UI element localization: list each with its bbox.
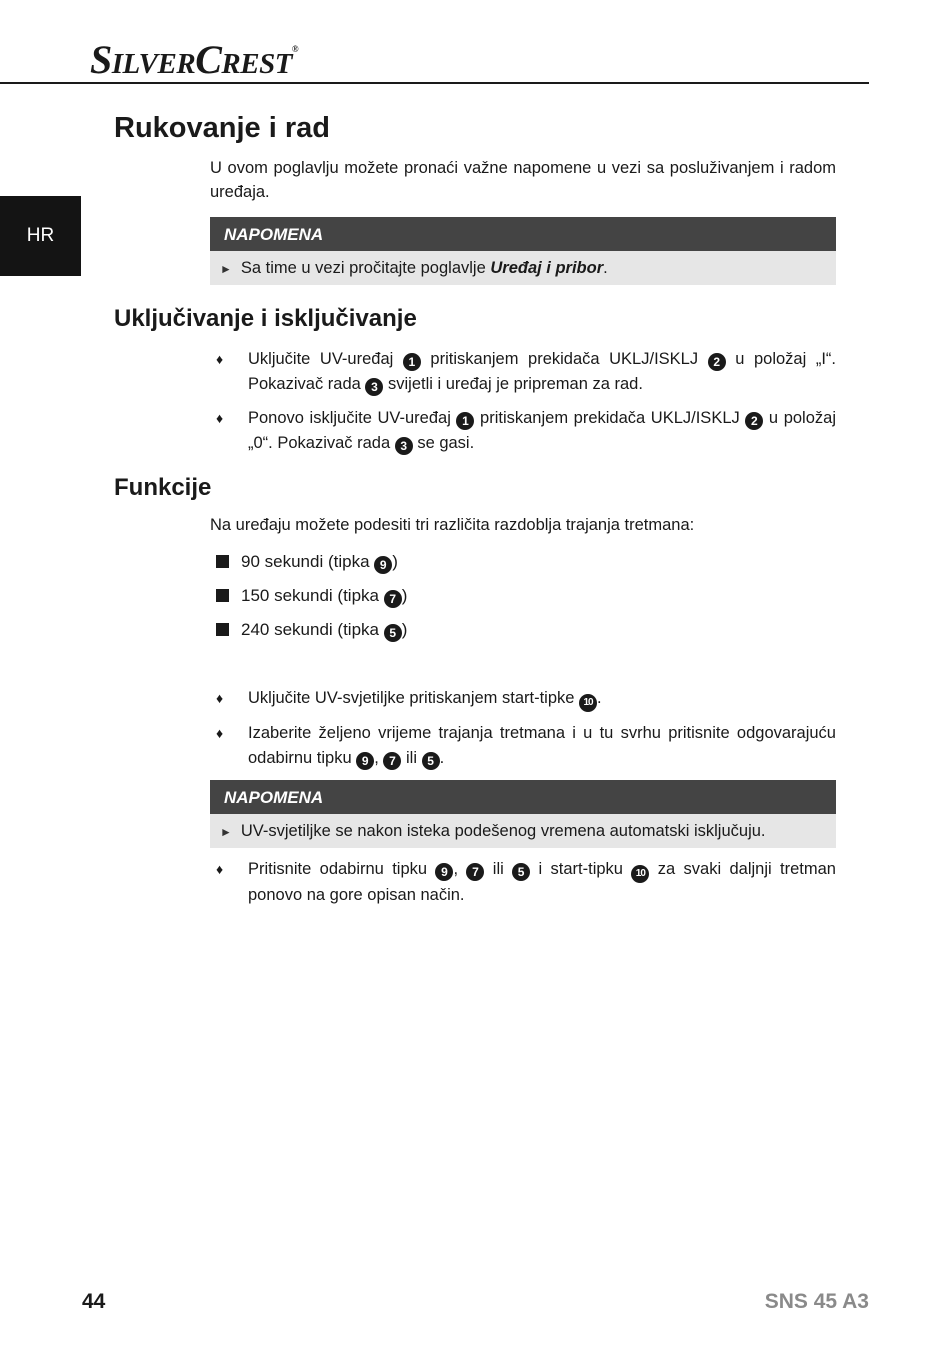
list-item: ♦ Pritisnite odabirnu tipku 9 , 7 ili 5 i start-tipku 10 za svaki daljnji tretman ponovo na gore opisan način. <box>216 857 836 908</box>
list-item: ♦ Uključite UV-svjetiljke pritiskanjem start-tipke 10 . <box>216 686 836 712</box>
callout-number: 10 <box>579 694 597 712</box>
callout-number: 7 <box>383 752 401 770</box>
triangle-bullet-icon: ► <box>220 825 232 839</box>
list-item: ♦ Ponovo isključite UV-uređaj 1 pritiskanjem prekidača UKLJ/ISKLJ 2 u položaj „0“. Pokazivač rada 3 se gasi. <box>216 406 836 455</box>
callout-number: 10 <box>631 865 649 883</box>
page-number: 44 <box>82 1290 106 1313</box>
callout-number: 2 <box>708 353 726 371</box>
note-heading: NAPOMENA <box>210 217 836 251</box>
callout-number: 1 <box>403 353 421 371</box>
callout-number: 9 <box>356 752 374 770</box>
note-body: ► Sa time u vezi pročitajte poglavlje Uređaj i pribor. <box>210 251 836 285</box>
callout-number: 3 <box>395 437 413 455</box>
square-bullet-icon <box>216 623 229 636</box>
diamond-bullet-icon: ♦ <box>216 351 224 367</box>
diamond-bullet-icon: ♦ <box>216 690 224 706</box>
list-item: 150 sekundi (tipka 7 ) <box>216 584 407 608</box>
page-title: Rukovanje i rad <box>114 112 330 144</box>
functions-intro: Na uređaju možete podesiti tri različita razdoblja trajanja tretmana: <box>210 516 695 534</box>
callout-number: 5 <box>384 624 402 642</box>
list-item: ♦ Izaberite željeno vrijeme trajanja tretmana i u tu svrhu pritisnite odgovarajuću odabirnu tipku 9 , 7 ili 5 . <box>216 721 836 770</box>
diamond-bullet-icon: ♦ <box>216 410 224 426</box>
language-tab: HR <box>0 196 81 276</box>
square-bullet-icon <box>216 589 229 602</box>
header-divider <box>0 82 869 84</box>
square-bullet-icon <box>216 555 229 568</box>
section-heading-functions: Funkcije <box>114 474 212 501</box>
note-heading: NAPOMENA <box>210 780 836 814</box>
list-item: 240 sekundi (tipka 5 ) <box>216 618 407 642</box>
brand-logo: SILVERCREST® <box>90 37 299 82</box>
callout-number: 5 <box>422 752 440 770</box>
callout-number: 9 <box>374 556 392 574</box>
model-number: SNS 45 A3 <box>764 1290 869 1313</box>
diamond-bullet-icon: ♦ <box>216 861 224 877</box>
note-box-1 <box>210 217 836 285</box>
section-heading-on-off: Uključivanje i isključivanje <box>114 305 417 332</box>
callout-number: 7 <box>466 863 484 881</box>
note-body: ► UV-svjetiljke se nakon isteka podešenog vremena automatski isključuju. <box>210 814 836 848</box>
diamond-bullet-icon: ♦ <box>216 725 224 741</box>
callout-number: 7 <box>384 590 402 608</box>
triangle-bullet-icon: ► <box>220 262 232 276</box>
list-item: 90 sekundi (tipka 9 ) <box>216 550 398 574</box>
callout-number: 1 <box>456 412 474 430</box>
callout-number: 2 <box>745 412 763 430</box>
intro-paragraph: U ovom poglavlju možete pronaći važne napomene u vezi sa posluživanjem i radom uređaja. <box>210 159 836 201</box>
callout-number: 9 <box>435 863 453 881</box>
callout-number: 5 <box>512 863 530 881</box>
list-item: ♦ Uključite UV-uređaj 1 pritiskanjem prekidača UKLJ/ISKLJ 2 u položaj „I“. Pokazivač rada 3 svijetli i uređaj je pripreman za rad. <box>216 347 836 396</box>
note-box-2 <box>210 780 836 848</box>
callout-number: 3 <box>365 378 383 396</box>
